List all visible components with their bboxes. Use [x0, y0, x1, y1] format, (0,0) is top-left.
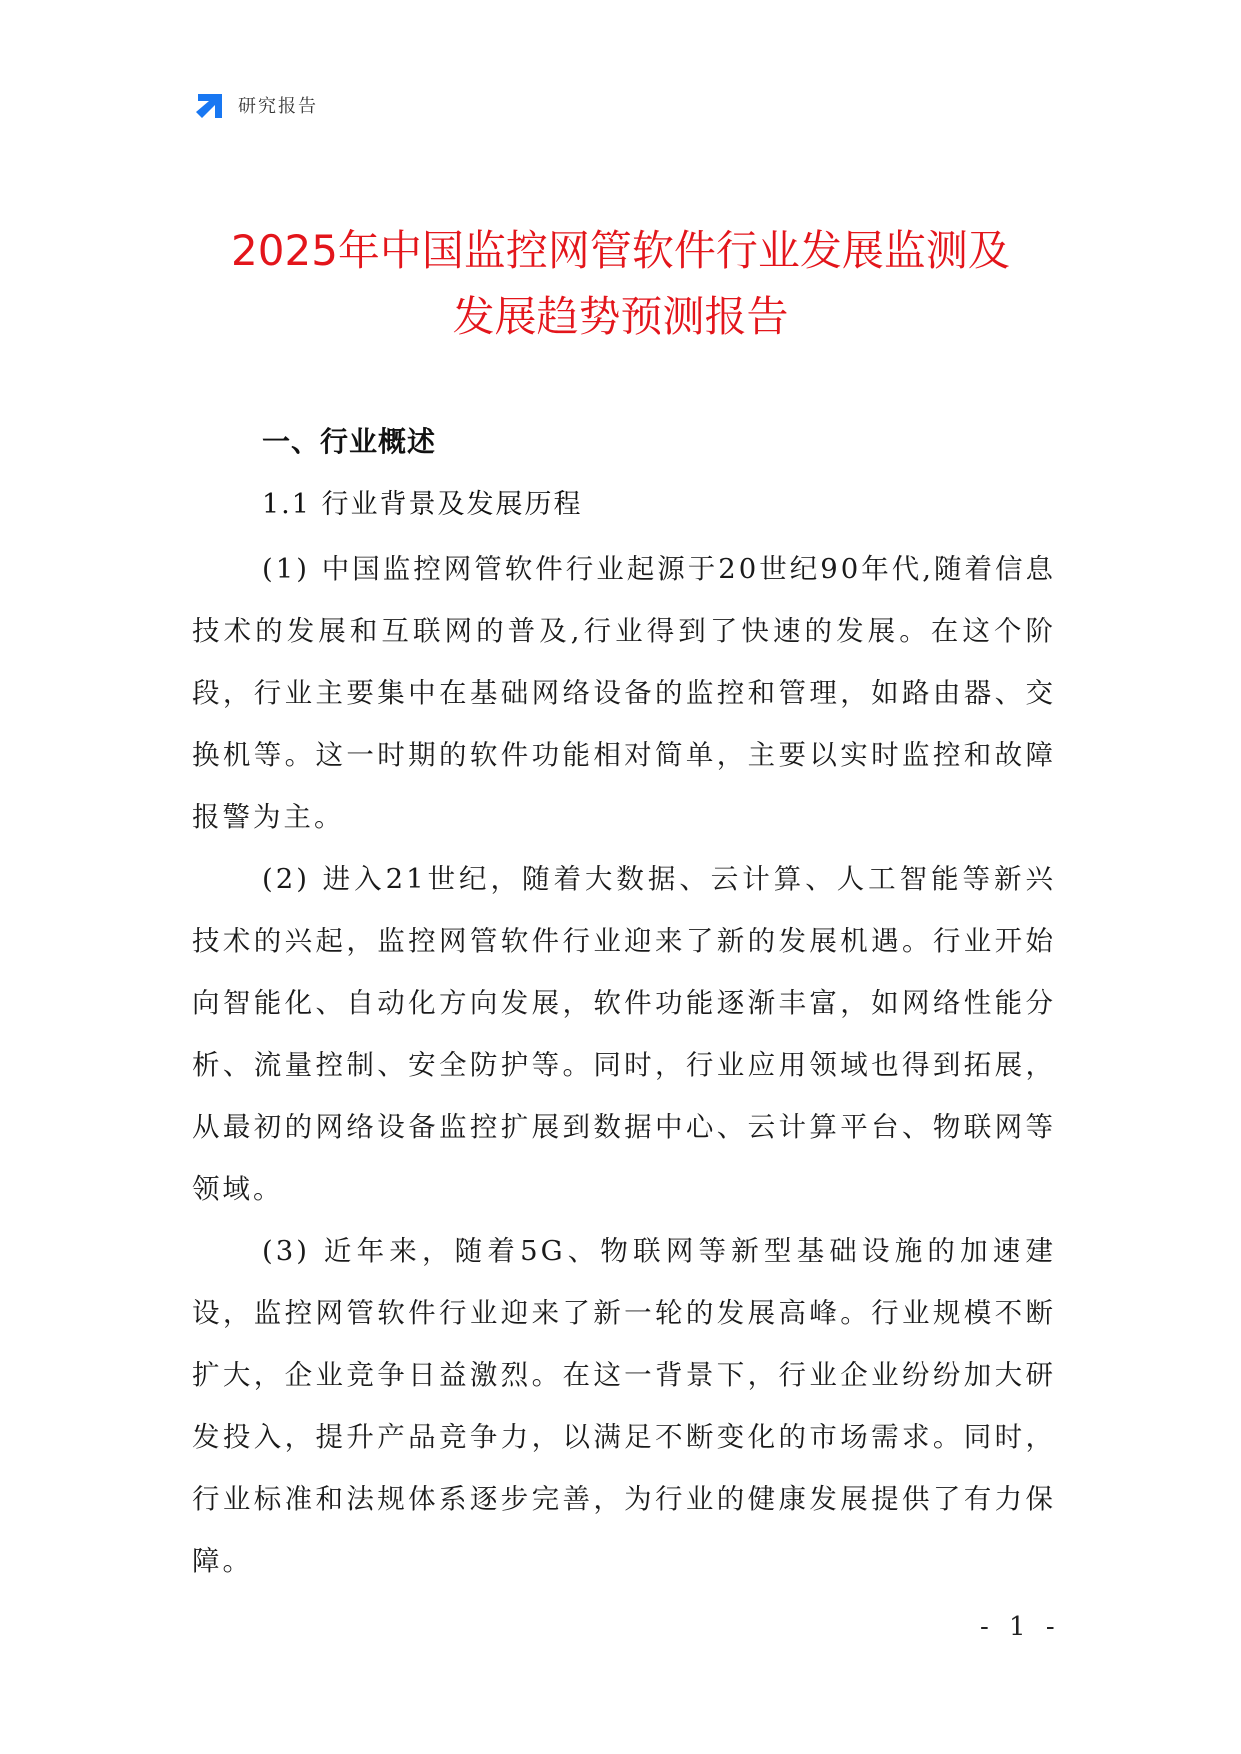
page-number: - 1 -	[980, 1612, 1061, 1642]
paragraph-2: (2) 进入21世纪，随着大数据、云计算、人工智能等新兴技术的兴起，监控网管软件行业迎来了新的发展机遇。行业开始向智能化、自动化方向发展，软件功能逐渐丰富，如网络性能分析、流量控制、安全防护等。同时，行业应用领域也得到拓展，从最初的网络设备监控扩展到数据中心、云计算平台、物联网等领域。	[192, 863, 1056, 1205]
header-label: 研究报告	[238, 96, 318, 117]
report-body	[192, 538, 1056, 1592]
paragraph-3: (3) 近年来，随着5G、物联网等新型基础设施的加速建设，监控网管软件行业迎来了新一轮的发展高峰。行业规模不断扩大，企业竞争日益激烈。在这一背景下，行业企业纷纷加大研发投入，提升产品竞争力，以满足不断变化的市场需求。同时，行业标准和法规体系逐步完善，为行业的健康发展提供了有力保障。	[192, 1235, 1056, 1577]
section-heading: 一、行业概述	[262, 425, 437, 458]
report-header	[192, 88, 318, 122]
paragraph-1: (1) 中国监控网管软件行业起源于20世纪90年代,随着信息技术的发展和互联网的普及,行业得到了快速的发展。在这个阶段，行业主要集中在基础网络设备的监控和管理，如路由器、交换机等。这一时期的软件功能相对简单，主要以实时监控和故障报警为主。	[192, 553, 1056, 833]
arrow-up-right-icon	[192, 88, 226, 122]
report-title-line-2: 发展趋势预测报告	[452, 292, 789, 341]
subsection-heading: 1.1 行业背景及发展历程	[262, 489, 583, 520]
report-title	[150, 218, 1091, 350]
report-title-line-1: 2025年中国监控网管软件行业发展监测及	[231, 226, 1010, 275]
